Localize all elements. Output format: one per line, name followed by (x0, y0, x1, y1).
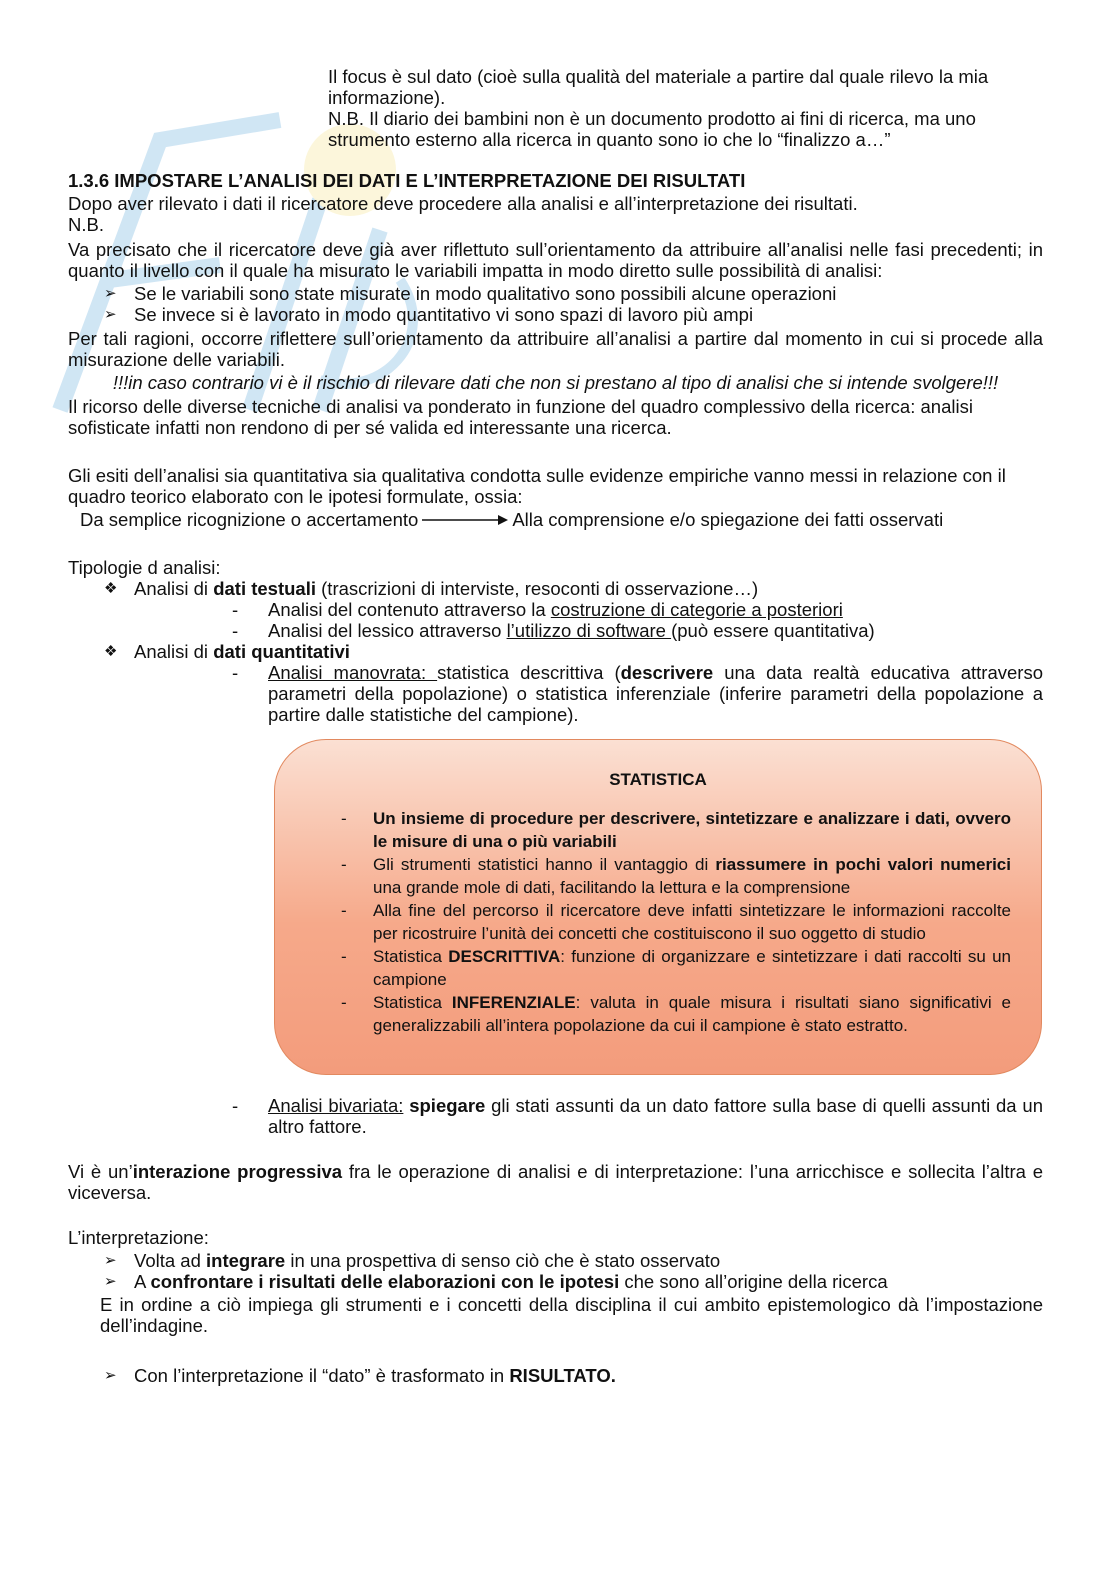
list-item: ➢ A confrontare i risultati delle elaborazioni con le ipotesi che sono all’origine della ricerca (104, 1271, 888, 1292)
list-item: - Gli strumenti statistici hanno il vantaggio di riassumere in pochi valori numerici una grande mole di dati, facilitando la lettura e la comprensione (341, 855, 1011, 897)
arrow-bullet-icon: ➢ (104, 1252, 117, 1269)
warning-note: !!!in caso contrario vi è il rischio di rilevare dati che non si prestano al tipo di analisi che si intende svolgere!!! (112, 372, 999, 393)
list-item: ❖ Analisi di dati testuali (trascrizioni di interviste, resoconti di osservazione…) (104, 578, 759, 599)
list-item: - Statistica INFERENZIALE: valuta in quale misura i risultati siano significativi e generalizzabili all’intera popolazione da cui il campione è stato estratto. (341, 993, 1011, 1035)
list-item: - Analisi del lessico attraverso l’utilizzo di software (può essere quantitativa) (232, 620, 875, 641)
intro-nb: N.B. Il diario dei bambini non è un documento prodotto ai fini di ricerca, ma uno strumento esterno alla ricerca in quanto sono io che lo “finalizzo a…” (328, 108, 976, 150)
interpretazione-title: L’interpretazione: (68, 1227, 209, 1248)
list-item: ➢ Con l’interpretazione il “dato” è trasformato in RISULTATO. (104, 1365, 616, 1386)
list-item: - Analisi bivariata: spiegare gli stati assunti da un dato fattore sulla base di quelli assunti da un altro fattore. (232, 1095, 1043, 1137)
tipologie-title: Tipologie d analisi: (68, 557, 221, 578)
list-item: - Alla fine del percorso il ricercatore deve infatti sintetizzare le informazioni raccolte per ricostruire l’unità dei concetti che costituiscono il suo oggetto di studio (341, 901, 1011, 943)
paragraph-ricorso: Il ricorso delle diverse tecniche di analisi va ponderato in funzione del quadro complessivo della ricerca: analisi sofisticate infatti non rendono di per sé valida ed interessante una ricerca. (68, 396, 973, 438)
document-body (68, 66, 1043, 1386)
statistica-title: STATISTICA (609, 770, 707, 789)
paragraph-esiti: Gli esiti dell’analisi sia quantitativa sia qualitativa condotta sulle evidenze empiriche vanno messi in relazione con il quadro teorico elaborato con le ipotesi formulate, ossia: (68, 465, 1006, 507)
arrow-bullet-icon: ➢ (104, 1273, 117, 1290)
list-item: ❖ Analisi di dati quantitativi (104, 641, 350, 662)
arrow-bullet-icon: ➢ (104, 306, 117, 323)
paragraph-dopo: Dopo aver rilevato i dati il ricercatore deve procedere alla analisi e all’interpretazione dei risultati. (68, 193, 858, 214)
arrow-from-text: Da semplice ricognizione o accertamento (80, 509, 419, 530)
paragraph-va-precisato: Va precisato che il ricercatore deve già aver riflettuto sull’orientamento da attribuire all’analisi nelle fasi precedenti; in quanto il livello con il quale ha misurato le variabili impatta in modo diretto sulle possibilità di analisi: (68, 239, 1043, 281)
section-heading: 1.3.6 IMPOSTARE L’ANALISI DEI DATI E L’INTERPRETAZIONE DEI RISULTATI (68, 170, 746, 191)
list-item: ➢ Volta ad integrare in una prospettiva di senso ciò che è stato osservato (104, 1250, 721, 1271)
arrow-bullet-icon: ➢ (104, 285, 117, 302)
statistica-box (274, 739, 1042, 1075)
list-item: - Un insieme di procedure per descrivere, sintetizzare e analizzare i dati, ovvero le misure di una o più variabili (341, 809, 1011, 851)
list-item: ➢ Se le variabili sono state misurate in modo qualitativo sono possibili alcune operazioni (104, 283, 837, 304)
intro-focus: Il focus è sul dato (cioè sulla qualità del materiale a partire dal quale rilevo la mia informazione). (328, 66, 989, 108)
right-arrow-icon (422, 514, 508, 526)
list-item: - Analisi del contenuto attraverso la costruzione di categorie a posteriori (232, 599, 843, 620)
list-item: ➢ Se invece si è lavorato in modo quantitativo vi sono spazi di lavoro più ampi (104, 304, 754, 325)
diamond-bullet-icon: ❖ (104, 643, 118, 660)
paragraph-interazione: Vi è un’interazione progressiva fra le operazione di analisi e di interpretazione: l’una arricchisce e sollecita l’altra e viceversa. (68, 1161, 1044, 1203)
paragraph-tali-ragioni: Per tali ragioni, occorre riflettere sull’orientamento da attribuire all’analisi a partire dal momento in cui si procede alla misurazione delle variabili. (68, 328, 1043, 370)
list-item: - Analisi manovrata: statistica descrittiva (descrivere una data realtà educativa attraverso parametri della popolazione) o statistica inferenziale (inferire parametri della popolazione a partire dalle statistiche del campione). (232, 662, 1043, 725)
paragraph-ordine: E in ordine a ciò impiega gli strumenti e i concetti della disciplina il cui ambito epistemologico dà l’impostazione dell’indagine. (100, 1294, 1043, 1336)
arrow-statement (80, 509, 1043, 530)
arrow-to-text: Alla comprensione e/o spiegazione dei fatti osservati (512, 509, 944, 530)
diamond-bullet-icon: ❖ (104, 580, 118, 597)
list-item: - Statistica DESCRITTIVA: funzione di organizzare e sintetizzare i dati raccolti su un campione (341, 947, 1011, 989)
arrow-bullet-icon: ➢ (104, 1367, 117, 1384)
nb-label: N.B. (68, 214, 104, 235)
